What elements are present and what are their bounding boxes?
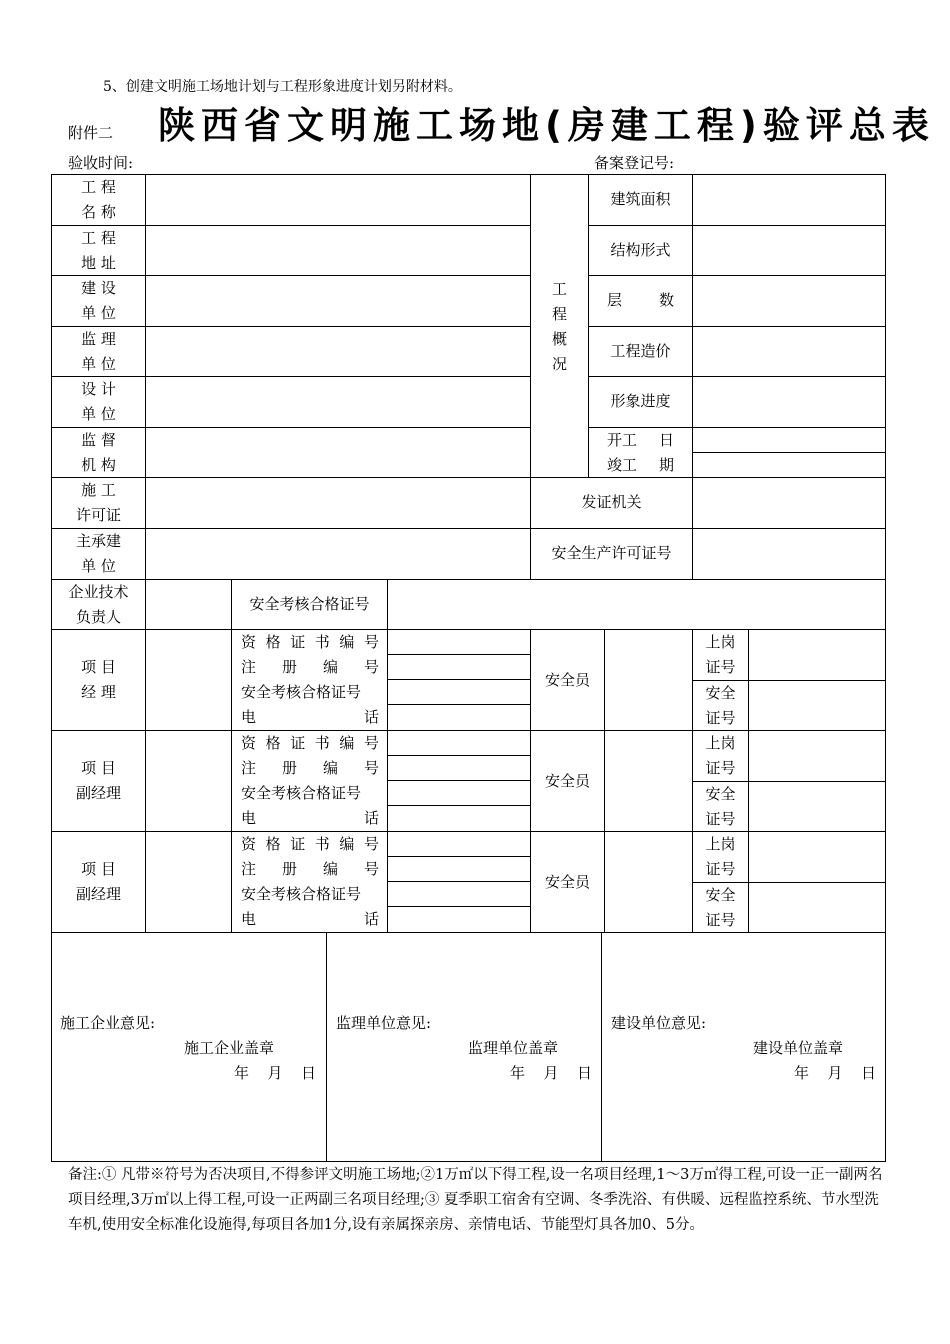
technical-lead-label: 企业技术 负责人 xyxy=(68,583,129,626)
manager-fields xyxy=(241,731,379,831)
post-cert-label: 上岗 证号 xyxy=(705,633,736,676)
deputy-manager-label: 项 目 副经理 xyxy=(75,759,121,802)
floors-label: 层 数 xyxy=(607,291,674,309)
seal-label: 建设单位盖章 xyxy=(753,1039,844,1057)
safety-officer-label: 安全员 xyxy=(544,671,590,689)
design-unit-label: 设 计 单 位 xyxy=(81,380,116,423)
completion-date-label: 竣工 期 xyxy=(607,456,674,474)
structure-type-label: 结构形式 xyxy=(610,241,671,259)
safety-cert-number-label: 安全 证号 xyxy=(705,684,736,727)
post-cert-label: 上岗 证号 xyxy=(705,734,736,777)
project-manager-label: 项 目 经 理 xyxy=(81,658,116,701)
manager-fields xyxy=(241,832,379,932)
registration-number-field-label: 注 册 编 号 xyxy=(241,860,379,878)
seal-label: 监理单位盖章 xyxy=(468,1039,559,1057)
safety-cert-label: 安全考核合格证号 xyxy=(241,885,362,903)
top-note: 5、创建文明施工场地计划与工程形象进度计划另附材料。 xyxy=(103,79,462,95)
safety-license-label: 安全生产许可证号 xyxy=(551,544,672,562)
project-overview-label: 工 程 概 况 xyxy=(551,280,567,373)
project-cost-label: 工程造价 xyxy=(610,342,671,360)
supervision-unit-label: 监 理 单 位 xyxy=(81,330,116,373)
start-date-label: 开工 日 xyxy=(607,431,674,449)
qualification-cert-label: 资 格 证 书 编 号 xyxy=(241,633,379,651)
seal-label: 施工企业盖章 xyxy=(184,1039,275,1057)
safety-cert-label: 安全考核合格证号 xyxy=(241,683,362,701)
progress-label: 形象进度 xyxy=(610,392,671,410)
registration-number-field-label: 注 册 编 号 xyxy=(241,658,379,676)
attachment-label: 附件二 xyxy=(68,124,114,142)
safety-officer-label: 安全员 xyxy=(544,772,590,790)
date-label: 年 月 日 xyxy=(794,1064,876,1082)
qualification-cert-label: 资 格 证 书 编 号 xyxy=(241,734,379,752)
post-cert-label: 上岗 证号 xyxy=(705,835,736,878)
manager-fields xyxy=(241,630,379,730)
registration-number-field-label: 注 册 编 号 xyxy=(241,759,379,777)
deputy-manager-label: 项 目 副经理 xyxy=(75,860,121,903)
oversight-agency-label: 监 督 机 构 xyxy=(81,431,116,474)
project-address-label: 工 程 地 址 xyxy=(81,229,116,272)
qualification-cert-label: 资 格 证 书 编 号 xyxy=(241,835,379,853)
phone-label: 电 话 xyxy=(241,910,379,928)
opinion-label: 监理单位意见: xyxy=(336,1014,432,1032)
safety-officer-label: 安全员 xyxy=(544,873,590,891)
registration-number-label: 备案登记号: xyxy=(594,154,675,172)
project-name-label: 工 程 名 称 xyxy=(81,178,116,221)
date-label: 年 月 日 xyxy=(234,1064,316,1082)
main-contractor-label: 主承建 单 位 xyxy=(75,532,121,575)
safety-cert-number-label: 安全 证号 xyxy=(705,785,736,828)
building-area-label: 建筑面积 xyxy=(610,190,671,208)
remarks: 备注:① 凡带※符号为否决项目,不得参评文明施工场地;②1万㎡以下得工程,设一名项目经理,1～3万㎡得工程,可设一正一副两名项目经理,3万㎡以上得工程,可设一正两副三名项目经理;③ 夏季职工宿舍有空调、冬季洗浴、有供暖、远程监控系统、节水型洗车机,使用安全标准化设施得,每项目各加1分,设有亲属探亲房、亲情电话、节能型灯具各加0、5分。 xyxy=(68,1167,883,1233)
phone-label: 电 话 xyxy=(241,809,379,827)
date-label: 年 月 日 xyxy=(510,1064,592,1082)
opinion-label: 施工企业意见: xyxy=(60,1014,156,1032)
safety-cert-number-label: 安全 证号 xyxy=(705,886,736,929)
issuing-authority-label: 发证机关 xyxy=(581,493,642,511)
acceptance-time-label: 验收时间: xyxy=(68,154,134,172)
safety-cert-label: 安全考核合格证号 xyxy=(241,784,362,802)
tech-safety-cert-label: 安全考核合格证号 xyxy=(249,595,370,613)
opinion-label: 建设单位意见: xyxy=(611,1014,707,1032)
phone-label: 电 话 xyxy=(241,708,379,726)
construction-permit-label: 施 工 许可证 xyxy=(75,481,121,524)
builder-unit-label: 建 设 单 位 xyxy=(81,279,116,322)
page-title: 陕西省文明施工场地(房建工程)验评总表 xyxy=(158,104,935,147)
